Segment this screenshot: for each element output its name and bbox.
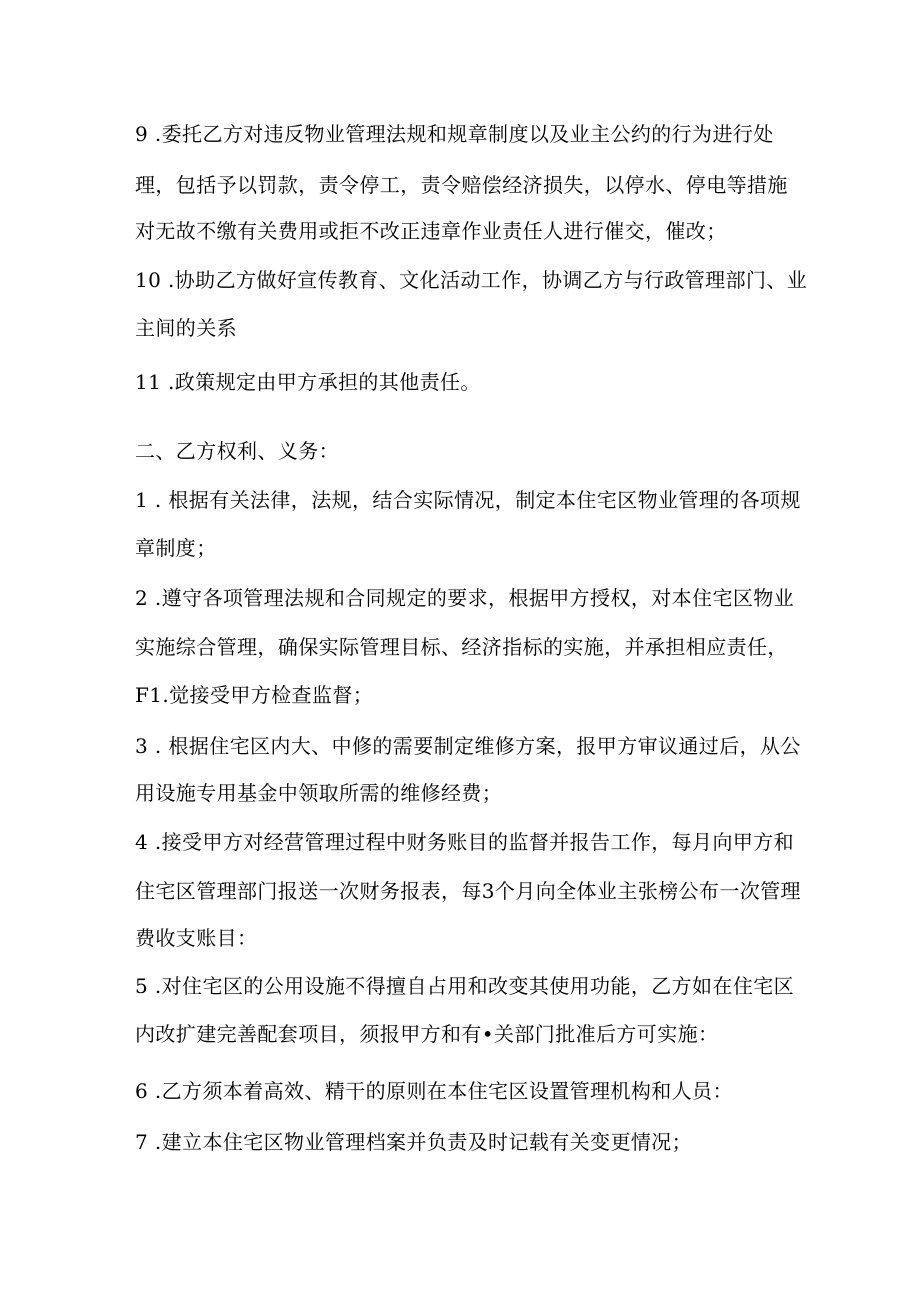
item-4-line-1: 4 .接受甲方对经营管理过程中财务账目的监督并报告工作，每月向甲方和 — [135, 830, 795, 854]
item-7-line-1: 7 .建立本住宅区物业管理档案并负责及时记载有关变更情况； — [135, 1130, 693, 1154]
item-2-line-3: F1.觉接受甲方检查监督； — [135, 683, 374, 707]
item-9-line-2: 理，包括予以罚款，责令停工，责令赔偿经济损失，以停水、停电等措施 — [135, 173, 788, 197]
item-5-line-2: 内改扩建完善配套项目，须报甲方和有•关部门批准后方可实施： — [135, 1022, 719, 1046]
item-10-line-2: 主间的关系 — [135, 316, 237, 340]
item-3-line-2: 用设施专用基金中领取所需的维修经费； — [135, 781, 503, 805]
item-4-line-3: 费收支账目： — [135, 926, 258, 950]
item-9-line-3: 对无故不缴有关费用或拒不改正违章作业责任人进行催交，催改； — [135, 219, 727, 243]
item-4-line-2: 住宅区管理部门报送一次财务报表，每3个月向全体业主张榜公布一次管理 — [135, 879, 801, 903]
section-heading: 二、乙方权利、义务： — [135, 439, 339, 463]
item-9-line-1: 9 .委托乙方对违反物业管理法规和规章制度以及业主公约的行为进行处 — [135, 122, 774, 146]
item-6-line-1: 6 .乙方须本着高效、精干的原则在本住宅区设置管理机构和人员： — [135, 1079, 733, 1103]
item-10-line-1: 10 .协助乙方做好宣传教育、文化活动工作，协调乙方与行政管理部门、业 — [135, 268, 808, 292]
item-1-line-2: 章制度； — [135, 536, 217, 560]
item-1-line-1: 1 . 根据有关法律，法规，结合实际情况，制定本住宅区物业管理的各项规 — [135, 488, 801, 512]
item-2-line-2: 实施综合管理，确保实际管理目标、经济指标的实施，并承担相应责任， — [135, 635, 788, 659]
item-5-line-1: 5 .对住宅区的公用设施不得擅自占用和改变其使用功能，乙方如在住宅区 — [135, 974, 795, 998]
item-2-line-1: 2 .遵守各项管理法规和合同规定的要求，根据甲方授权，对本住宅区物业 — [135, 586, 795, 610]
item-3-line-1: 3 . 根据住宅区内大、中修的需要制定维修方案，报甲方审议通过后，从公 — [135, 734, 801, 758]
item-11-line-1: 11 .政策规定由甲方承担的其他责任。 — [135, 370, 481, 394]
